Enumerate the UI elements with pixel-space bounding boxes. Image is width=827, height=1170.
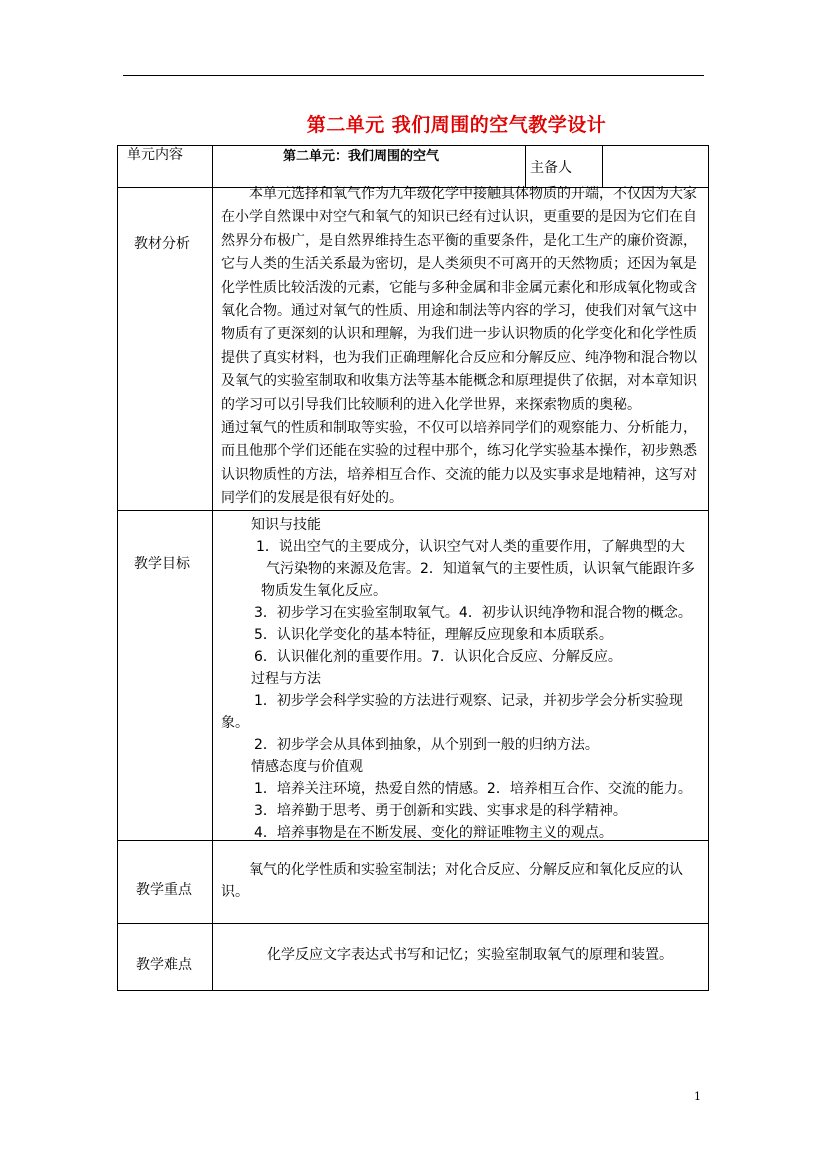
header-rule — [123, 75, 704, 76]
row-divider — [117, 923, 709, 924]
goals-item: 2．初步学会从具体到抽象，从个别到一般的归纳方法。 — [254, 737, 599, 753]
goals-item: 1．说出空气的主要成分，认识空气对人类的重要作用，了解典型的大 — [256, 539, 685, 555]
column-divider — [212, 145, 213, 991]
goals-item: 4．培养事物是在不断发展、变化的辩证唯物主义的观点。 — [254, 825, 613, 841]
key-points-content: 氧气的化学性质和实验室制法；对化合反应、分解反应和氧化反应的认识。 — [221, 862, 683, 900]
analysis-content — [221, 183, 706, 511]
goals-label: 教学目标 — [134, 556, 190, 572]
table-border-bottom — [117, 990, 709, 991]
goals-item: 气污染物的来源及危害。2．知道氧气的主要性质，认识氧气能跟许多 — [266, 561, 695, 577]
unit-content-value: 第二单元：我们周围的空气 — [283, 149, 440, 164]
analysis-paragraph: 本单元选择和氧气作为九年级化学中接触具体物质的开端，不仅因为大家在小学自然课中对空气和氧气的知识已经有过认识，更重要的是因为它们在自然界分布极广，是自然界维持生态平衡的重要条件，是化工生产的廉价资源，它与人类的生活关系最为密切，是人类须臾不可离开的天然物质；还因为氧是化学性质比较活泼的元素，它能与多种金属和非金属元素化和形成氧化物或含氧化合物。通过对氧气的性质、用途和制法等内容的学习，使我们对氧气这中物质有了更深刻的认识和理解，为我们进一步认识物质的化学变化和化学性质提供了真实材料，也为我们正确理解化合反应和分解反应、纯净物和混合物以及氧气的实验室制取和收集方法等基本能概念和原理提供了依据，对本章知识的学习可以引导我们比较顺利的进入化学世界，来探索物质的奥秘。 — [221, 186, 697, 413]
goals-item: 象。 — [221, 715, 249, 731]
lesson-plan-table — [117, 145, 709, 990]
column-divider — [602, 145, 603, 188]
goals-item: 6．认识催化剂的重要作用。7．认识化合反应、分解反应。 — [254, 649, 622, 665]
goals-section-title: 知识与技能 — [251, 517, 321, 533]
difficulties-content: 化学反应文字表达式书写和记忆；实验室制取氧气的原理和装置。 — [267, 947, 673, 963]
goals-item: 3．初步学习在实验室制取氧气。4．初步认识纯净物和混合物的概念。 — [254, 605, 692, 621]
table-border-top — [117, 145, 709, 146]
document-title: 第二单元 我们周围的空气教学设计 — [306, 114, 607, 136]
unit-content-label: 单元内容 — [127, 147, 183, 163]
goals-section-title: 过程与方法 — [251, 671, 321, 687]
table-border-left — [117, 145, 118, 991]
goals-item: 物质发生氧化反应。 — [261, 583, 387, 599]
analysis-paragraph: 通过氧气的性质和制取等实验，不仅可以培养同学们的观察能力、分析能力，而且他那个学们还能在实验的过程中那个，练习化学实验基本操作，初步熟悉认识物质性的方法，培养相互合作、交流的能力以及实事求是地精神，这写对同学们的发展是很有好处的。 — [221, 420, 697, 507]
analysis-label: 教材分析 — [134, 236, 190, 252]
preparer-label: 主备人 — [530, 160, 572, 176]
difficulties-label: 教学难点 — [136, 957, 192, 973]
page-number: 1 — [694, 1090, 701, 1103]
goals-content — [221, 514, 706, 844]
goals-item: 1．初步学会科学实验的方法进行观察、记录，并初步学会分析实验现 — [254, 693, 683, 709]
goals-item: 1．培养关注环境，热爱自然的情感。2．培养相互合作、交流的能力。 — [254, 781, 692, 797]
column-divider — [525, 145, 526, 188]
goals-item: 3．培养勤于思考、勇于创新和实践、实事求是的科学精神。 — [254, 803, 627, 819]
goals-section-title: 情感态度与价值观 — [251, 759, 363, 775]
table-border-right — [708, 145, 709, 991]
key-points-label: 教学重点 — [136, 882, 192, 898]
goals-item: 5．认识化学变化的基本特征，理解反应现象和本质联系。 — [254, 627, 613, 643]
